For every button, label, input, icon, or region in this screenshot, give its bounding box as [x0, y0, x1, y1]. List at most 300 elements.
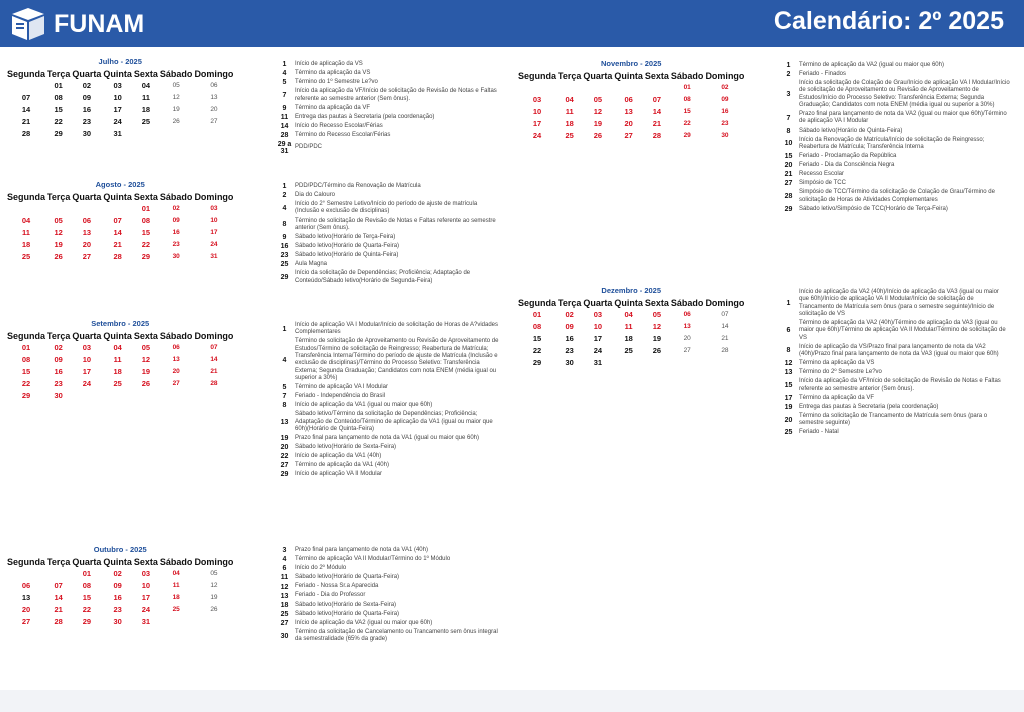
calendar-day: 08 [82, 581, 92, 590]
footer-band [0, 690, 1024, 712]
weekday-header: Segunda [518, 297, 557, 308]
calendar-day: 15 [54, 105, 63, 114]
event-row [274, 471, 499, 478]
calendar-day: 13 [172, 356, 180, 363]
weekday-header: Quarta [583, 297, 613, 308]
calendar-day: 22 [141, 240, 151, 249]
calendar-day: 01 [82, 569, 92, 578]
calendar-day: 07 [652, 95, 662, 104]
calendar-day: 05 [172, 82, 180, 89]
event-date: 3 [786, 91, 791, 99]
calendar-day: 10 [141, 581, 151, 590]
calendar-day: 11 [624, 322, 633, 331]
event-row [778, 404, 1010, 411]
calendar-day: 03 [210, 205, 218, 212]
weekday-header: Quarta [72, 68, 102, 79]
event-date: 21 [784, 171, 793, 179]
event-row [274, 132, 499, 139]
event-row [274, 141, 499, 155]
calendar-day: 07 [54, 581, 63, 590]
logo-text: FUNAM [54, 9, 145, 38]
page-title: Calendário: 2º 2025 [773, 7, 1004, 35]
calendar-july [6, 57, 234, 140]
calendar-day: 19 [54, 240, 63, 249]
event-date: 29 [784, 205, 793, 213]
weekday-header: Sexta [133, 191, 158, 202]
calendar-day: 21 [652, 119, 662, 128]
weekday-header: Sexta [644, 297, 669, 308]
calendar-day: 28 [721, 347, 729, 354]
calendar-day: 30 [82, 129, 92, 138]
event-row [778, 395, 1010, 402]
calendar-day: 29 [21, 391, 31, 400]
calendar-day: 06 [683, 311, 691, 318]
event-description: Início de aplicação da VA1 (40h) [295, 453, 382, 460]
calendar-day: 12 [652, 322, 662, 331]
event-date: 12 [784, 360, 793, 368]
calendar-day: 08 [532, 322, 542, 331]
event-description: Término de aplicação da VA2 (igual ou maior que 60h) [799, 62, 944, 68]
calendar-day: 13 [82, 228, 92, 237]
event-row [778, 137, 1010, 152]
weekday-header: Segunda [7, 556, 46, 567]
event-row [274, 611, 499, 618]
calendar-day: 01 [683, 84, 691, 91]
event-date: 19 [280, 435, 289, 443]
weekday-header: Quinta [614, 297, 643, 308]
event-row [274, 114, 499, 121]
weekday-header: Sábado [159, 556, 193, 567]
weekday-header: Quarta [583, 70, 613, 81]
calendar-day: 24 [532, 131, 542, 140]
calendar-day: 31 [113, 129, 122, 138]
calendar-day: 02 [721, 84, 729, 91]
calendar-day: 30 [172, 253, 180, 260]
event-date: 14 [280, 123, 289, 130]
calendar-day: 11 [172, 582, 180, 589]
weekday-header: Terça [47, 556, 71, 567]
calendar-day: 02 [565, 310, 574, 319]
event-description: Término de solicitação de Revisão de Notas e Faltas referente ao semestre anterior (Sem ônus). [295, 217, 496, 231]
calendar-day: 27 [21, 617, 31, 626]
calendar-day: 04 [113, 343, 122, 352]
calendar-day: 19 [210, 594, 218, 601]
event-row [274, 453, 499, 460]
calendar-day: 22 [532, 346, 542, 355]
event-description: Término de aplicação VA II Modular/Término do 1º Módulo [295, 556, 451, 563]
event-description: Feriado - Dia da Consciência Negra [799, 162, 895, 169]
event-date: 1 [786, 300, 791, 308]
event-row [274, 192, 499, 199]
event-date: 28 [280, 132, 289, 140]
event-date: 11 [280, 113, 289, 121]
event-date: 22 [280, 453, 289, 461]
calendar-day: 11 [22, 228, 30, 237]
month-title: Julho - 2025 [98, 57, 142, 66]
calendar-day: 29 [532, 358, 542, 367]
calendar-day: 09 [172, 217, 180, 224]
event-description: Início de aplicação da VA2 (igual ou maior que 60h) [295, 619, 433, 626]
calendar-day: 05 [54, 216, 63, 225]
calendar-day: 10 [82, 355, 92, 364]
event-description: Prazo final para lançamento de nota da VA2 (igual ou maior que 60h)/Término de aplicação VA I Modular [799, 111, 1007, 125]
event-description: Sábado letivo(Horário de Quarta-Feira) [295, 574, 400, 581]
event-description: Início da Renovação de Matrícula/Início de solicitação de Reingresso; Reabertura de Matrícula; Transferência Interna [799, 136, 985, 150]
event-row [778, 128, 1010, 135]
calendar-day: 14 [54, 593, 63, 602]
event-description: Início de aplicação VA II Modular [295, 471, 382, 478]
event-date: 28 [784, 193, 793, 201]
calendar-day: 09 [565, 322, 574, 331]
calendar-day: 09 [82, 93, 92, 102]
event-row [778, 162, 1010, 169]
calendar-day: 17 [141, 593, 151, 602]
calendar-day: 04 [141, 81, 151, 90]
calendar-day: 18 [21, 240, 31, 249]
event-date: 29 [280, 471, 289, 479]
calendar-day: 08 [54, 93, 63, 102]
event-row [274, 411, 499, 433]
calendar-day: 08 [21, 355, 31, 364]
event-description: Feriado - Finados [799, 71, 847, 78]
event-description: Prazo final para lançamento de nota da VA1 (40h) [295, 547, 428, 553]
calendar-day: 03 [593, 310, 603, 319]
weekday-header: Terça [47, 68, 71, 79]
calendar-day: 15 [683, 108, 691, 115]
event-row [778, 320, 1010, 342]
month-title: Setembro - 2025 [91, 319, 150, 328]
calendar-day: 16 [172, 229, 180, 236]
calendar-day: 24 [593, 346, 603, 355]
calendar-september [6, 319, 234, 402]
calendar-day: 29 [54, 129, 63, 138]
calendar-day: 17 [532, 119, 542, 128]
event-row [274, 592, 499, 599]
weekday-header: Quarta [72, 191, 102, 202]
event-row [274, 252, 499, 259]
weekday-header: Domingo [705, 297, 745, 308]
calendar-day: 17 [113, 105, 122, 114]
weekday-header: Sábado [159, 68, 193, 79]
funam-logo [8, 6, 144, 42]
calendar-day: 21 [721, 335, 729, 342]
calendar-day: 25 [565, 131, 574, 140]
event-description: Simpósio de TCC/Término da solicitação de Colação de Grau/Término de solicitação de Horas de Atividades Complementares [799, 189, 995, 203]
event-description: Início da aplicação da VF/Início de solicitação de Revisão de Notas e Faltas referente ao semestre anterior (Sem ônus). [295, 88, 497, 102]
event-date: 7 [282, 92, 287, 100]
calendar-day: 18 [565, 119, 574, 128]
event-description: Início de aplicação da VS/Prazo final para lançamento de nota da VA2 (40h)/Prazo final para lançamento de nota da VA3 (igual ou maior que 60h) [799, 343, 999, 357]
calendar-day: 30 [565, 358, 574, 367]
calendar-day: 05 [210, 570, 218, 577]
calendar-day: 03 [532, 95, 542, 104]
calendar-day: 11 [113, 355, 122, 364]
event-date: 1 [282, 183, 287, 191]
event-description: Término da aplicação da VF [799, 394, 875, 401]
calendar-day: 20 [683, 335, 691, 342]
calendar-day: 15 [21, 367, 31, 376]
event-description: PDD/PDC [295, 144, 323, 151]
calendar-day: 19 [652, 334, 662, 343]
events-december [778, 289, 1010, 438]
calendar-day: 02 [113, 569, 122, 578]
weekday-header: Sábado [670, 70, 704, 81]
event-date: 15 [784, 153, 793, 161]
weekday-header: Quarta [72, 556, 102, 567]
calendar-day: 18 [141, 105, 151, 114]
event-date: 18 [280, 601, 289, 609]
weekday-header: Segunda [7, 330, 46, 341]
calendar-day: 13 [21, 593, 31, 602]
event-description: Sábado letivo(Horário de Quinta-Feira) [295, 252, 399, 259]
calendar-day: 06 [210, 82, 218, 89]
calendar-day: 19 [141, 367, 151, 376]
event-date: 20 [280, 444, 289, 452]
calendar-day: 23 [565, 346, 574, 355]
event-date: 25 [280, 261, 289, 269]
calendar-day: 03 [113, 81, 122, 90]
event-row [274, 629, 499, 644]
event-row [274, 61, 499, 68]
event-row [778, 413, 1010, 428]
weekday-header: Quinta [103, 68, 132, 79]
event-date: 9 [282, 234, 287, 242]
calendar-day: 28 [210, 380, 218, 387]
event-description: Término da aplicação da VS [799, 360, 875, 367]
calendar-day: 26 [593, 131, 603, 140]
weekday-header: Terça [558, 70, 582, 81]
event-row [274, 402, 499, 409]
event-row [778, 111, 1010, 126]
calendar-day: 29 [683, 132, 691, 139]
calendar-day: 13 [683, 323, 691, 330]
event-date: 1 [786, 62, 791, 70]
calendar-day: 17 [210, 229, 218, 236]
calendar-day: 13 [624, 107, 633, 116]
event-row [778, 289, 1010, 318]
calendar-day: 07 [210, 344, 218, 351]
calendar-day: 28 [54, 617, 63, 626]
weekday-header: Segunda [7, 68, 46, 79]
calendar-day: 25 [172, 606, 180, 613]
calendar-day: 07 [113, 216, 122, 225]
calendar-day: 17 [82, 367, 92, 376]
calendar-day: 01 [532, 310, 542, 319]
event-description: Início de aplicação VA I Modular/Início de solicitação de Horas de A?vidades Complementares [295, 322, 499, 336]
calendar-day: 02 [82, 81, 92, 90]
event-row [274, 602, 499, 609]
event-description: Feriado - Independência do Brasil [295, 393, 386, 400]
calendar-day: 22 [54, 117, 63, 126]
event-row [274, 435, 499, 442]
event-row [778, 71, 1010, 78]
calendar-day: 12 [210, 582, 218, 589]
event-description: Início do Recesso Escolar/Férias [295, 122, 383, 129]
event-date: 29 a 31 [277, 141, 292, 156]
calendar-day: 23 [113, 605, 122, 614]
event-date: 15 [784, 382, 793, 390]
weekday-header: Quarta [72, 330, 102, 341]
event-description: Término de aplicação VA I Modular [295, 383, 388, 390]
event-date: 5 [282, 79, 287, 87]
event-description: Sábado letivo(Horário de Terça-Feira) [295, 233, 396, 240]
event-row [778, 429, 1010, 436]
event-row [274, 243, 499, 250]
event-description: Sábado letivo(Horário de Quinta-Feira) [799, 127, 903, 134]
event-description: Início de aplicação da VS [295, 61, 363, 67]
event-description: Início do 2º Módulo [295, 565, 347, 572]
event-row [274, 270, 499, 285]
event-date: 2 [786, 71, 791, 79]
event-row [274, 565, 499, 572]
event-row [274, 444, 499, 451]
event-row [274, 556, 499, 563]
event-date: 4 [282, 356, 287, 364]
calendar-day: 21 [21, 117, 31, 126]
event-date: 4 [282, 204, 287, 212]
weekday-header: Terça [47, 330, 71, 341]
event-date: 3 [282, 547, 287, 555]
calendar-day: 13 [210, 94, 218, 101]
calendar-day: 10 [113, 93, 122, 102]
calendar-day: 05 [141, 343, 151, 352]
event-row [274, 338, 499, 382]
event-date: 9 [282, 104, 287, 112]
event-date: 8 [786, 127, 791, 135]
calendar-day: 30 [54, 391, 63, 400]
event-row [778, 180, 1010, 187]
calendar-day: 20 [210, 106, 218, 113]
event-row [778, 378, 1010, 393]
event-date: 27 [280, 462, 289, 470]
event-description: Término da aplicação da VS [295, 70, 371, 77]
calendar-day: 26 [141, 379, 151, 388]
weekday-header: Terça [47, 191, 71, 202]
event-date: 4 [282, 70, 287, 78]
events-september [274, 322, 499, 480]
calendar-day: 27 [172, 380, 180, 387]
weekday-header: Sexta [133, 68, 158, 79]
event-row [274, 234, 499, 241]
event-date: 13 [280, 592, 289, 600]
event-row [274, 201, 499, 216]
event-row [778, 189, 1010, 204]
event-row [778, 206, 1010, 213]
weekday-header: Sábado [159, 191, 193, 202]
weekday-header: Domingo [194, 191, 234, 202]
event-date: 11 [280, 574, 289, 582]
calendar-day: 07 [721, 311, 729, 318]
event-date: 29 [280, 274, 289, 282]
events-july [274, 61, 499, 157]
calendar-day: 26 [210, 606, 218, 613]
calendar-day: 17 [593, 334, 603, 343]
event-row [778, 344, 1010, 359]
events-august [274, 183, 499, 287]
calendar-day: 10 [210, 217, 218, 224]
event-row [274, 218, 499, 233]
calendar-day: 25 [21, 252, 31, 261]
weekday-header: Segunda [7, 191, 46, 202]
event-description: Sábado letivo(Horário de Sexta-Feira) [295, 601, 397, 608]
events-november [778, 62, 1010, 215]
weekday-header: Quinta [103, 330, 132, 341]
event-description: Término do 2º Semestre Le?vo [799, 369, 882, 376]
calendar-day: 06 [21, 581, 31, 590]
calendar-day: 06 [624, 95, 633, 104]
calendar-august [6, 180, 234, 263]
calendar-day: 23 [54, 379, 63, 388]
calendar-day: 22 [683, 120, 691, 127]
calendar-day: 29 [82, 617, 92, 626]
calendar-day: 12 [172, 94, 180, 101]
event-date: 20 [784, 416, 793, 424]
event-date: 4 [282, 556, 287, 564]
event-date: 23 [280, 252, 289, 260]
weekday-header: Domingo [194, 556, 234, 567]
event-description: Término do 1º Semestre Le?vo [295, 79, 378, 86]
event-date: 16 [280, 243, 289, 251]
event-date: 19 [784, 403, 793, 411]
calendar-day: 14 [21, 105, 31, 114]
calendar-day: 09 [54, 355, 63, 364]
calendar-day: 11 [565, 107, 574, 116]
event-row [274, 123, 499, 130]
event-description: Término da aplicação da VF [295, 104, 371, 111]
calendar-day: 31 [141, 617, 151, 626]
calendar-day: 04 [565, 95, 574, 104]
event-description: Sábado letivo/Término da solicitação de Dependências; Proficiência; Adaptação de Conteúdo/Término de aplicação da VA1 (igual ou maior que 60h)(Horário de Quinta-Feira) [295, 411, 493, 432]
event-description: Prazo final para lançamento de nota da VA1 (igual ou maior que 60h) [295, 434, 480, 441]
calendar-day: 15 [141, 228, 151, 237]
calendar-day: 16 [565, 334, 574, 343]
calendar-day: 16 [721, 108, 729, 115]
weekday-header: Domingo [705, 70, 745, 81]
event-description: Término do Recesso Escolar/Férias [295, 131, 391, 138]
calendar-day: 11 [141, 93, 150, 102]
calendar-day: 23 [82, 117, 92, 126]
book-logo-icon [8, 6, 48, 42]
month-title: Agosto - 2025 [95, 180, 145, 189]
calendar-day: 25 [141, 117, 151, 126]
event-date: 6 [786, 327, 791, 335]
calendar-day: 25 [113, 379, 122, 388]
calendar-day: 04 [172, 570, 180, 577]
weekday-header: Sexta [133, 330, 158, 341]
calendar-day: 16 [54, 367, 63, 376]
event-row [274, 462, 499, 469]
weekday-header: Domingo [194, 68, 234, 79]
event-description: Dia do Calouro [295, 192, 336, 199]
event-date: 5 [282, 384, 287, 392]
calendar-day: 23 [721, 120, 729, 127]
weekday-header: Quinta [614, 70, 643, 81]
event-row [274, 183, 499, 190]
calendar-day: 01 [54, 81, 63, 90]
event-date: 27 [784, 180, 793, 188]
calendar-day: 14 [652, 107, 662, 116]
month-title: Novembro - 2025 [600, 59, 662, 68]
weekday-header: Quinta [103, 191, 132, 202]
event-date: 7 [786, 114, 791, 122]
event-row [274, 105, 499, 112]
event-row [274, 547, 499, 554]
calendar-day: 02 [54, 343, 63, 352]
event-row [778, 360, 1010, 367]
calendar-day: 19 [172, 106, 180, 113]
event-description: Término de aplicação da VA1 (40h) [295, 462, 389, 469]
event-date: 30 [280, 632, 289, 640]
